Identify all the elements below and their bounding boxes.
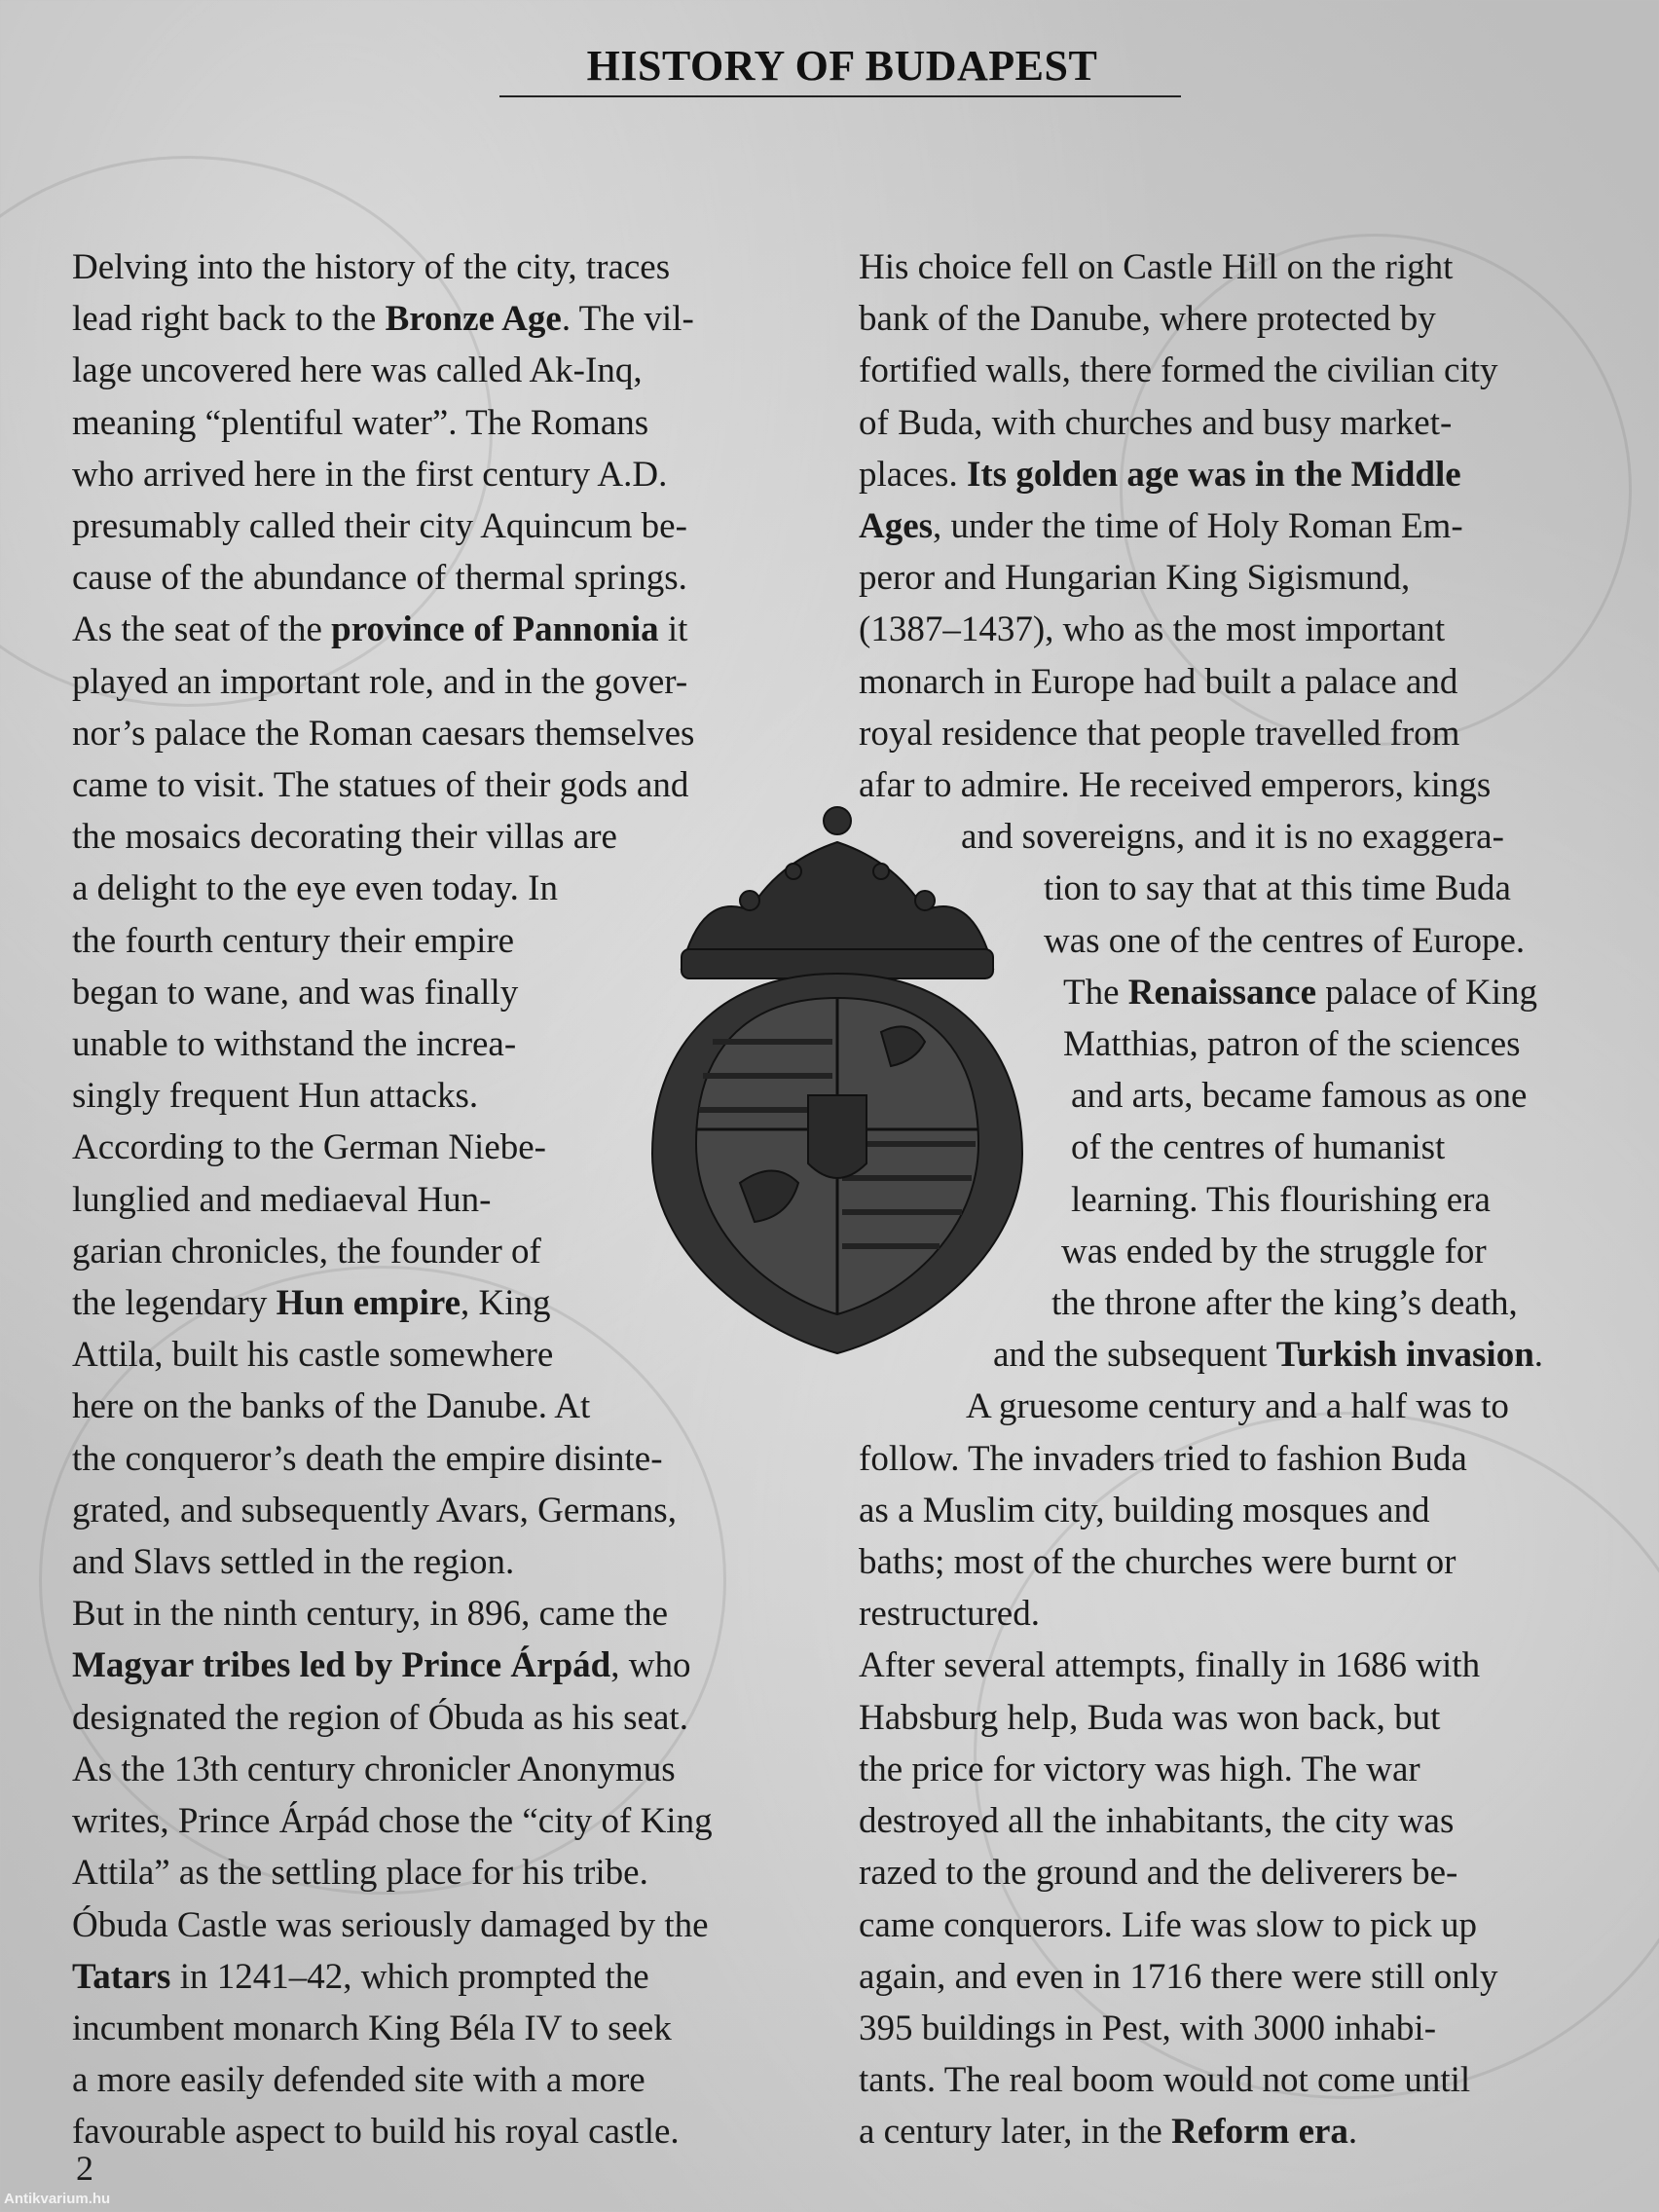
text-segment: afar to admire. He received emperors, kings xyxy=(859,765,1492,806)
bold-phrase: Reform era xyxy=(1171,2112,1348,2153)
text-segment: 395 buildings in Pest, with 3000 inhabi- xyxy=(859,2008,1437,2048)
text-segment: Matthias, patron of the sciences xyxy=(1063,1024,1521,1065)
text-segment: a century later, in the xyxy=(859,2112,1172,2153)
bold-phrase: Renaissance xyxy=(1127,972,1317,1013)
text-segment: monarch in Europe had built a palace and xyxy=(859,661,1458,702)
text-line xyxy=(72,345,812,396)
text-segment: lunglied and mediaeval Hun- xyxy=(72,1179,492,1220)
text-line xyxy=(859,241,1638,293)
text-segment: The xyxy=(1063,972,1128,1013)
text-segment: of the centres of humanist xyxy=(1071,1127,1446,1168)
text-segment: of Buda, with churches and busy market- xyxy=(859,402,1453,443)
bold-phrase: Turkish invasion xyxy=(1275,1335,1534,1376)
text-line xyxy=(859,397,1638,449)
text-line xyxy=(859,345,1638,396)
text-segment: Attila, built his castle somewhere xyxy=(72,1335,554,1376)
text-line xyxy=(72,604,812,655)
text-segment: Óbuda Castle was seriously damaged by the xyxy=(72,1904,709,1945)
text-segment: places. xyxy=(859,454,967,495)
text-segment: lead right back to the xyxy=(72,299,386,340)
text-line xyxy=(72,1744,812,1795)
text-segment: as a Muslim city, building mosques and xyxy=(859,1490,1430,1530)
watermark: Antikvarium.hu xyxy=(4,2191,111,2207)
text-segment: learning. This flourishing era xyxy=(1071,1179,1491,1220)
text-line xyxy=(72,1847,812,1899)
text-segment: and Slavs settled in the region. xyxy=(72,1542,515,1583)
text-segment: incumbent monarch King Béla IV to seek xyxy=(72,2008,672,2048)
text-segment: was ended by the struggle for xyxy=(1061,1231,1487,1272)
text-line xyxy=(859,1433,1638,1485)
text-segment: grated, and subsequently Avars, Germans, xyxy=(72,1490,677,1530)
text-segment: , who xyxy=(610,1645,691,1686)
text-segment: As the seat of the xyxy=(72,609,332,650)
text-segment: cause of the abundance of thermal springs. xyxy=(72,558,687,599)
text-segment: a delight to the eye even today. In xyxy=(72,868,558,909)
text-segment: here on the banks of the Danube. At xyxy=(72,1386,591,1427)
text-segment: the legendary xyxy=(72,1283,276,1324)
text-segment: the throne after the king’s death, xyxy=(1051,1283,1518,1324)
text-line xyxy=(859,1381,1638,1432)
text-line xyxy=(859,552,1638,604)
text-segment: the fourth century their empire xyxy=(72,920,515,961)
text-segment: favourable aspect to build his royal castle. xyxy=(72,2112,680,2153)
text-line xyxy=(859,1951,1638,2003)
text-segment: came conquerors. Life was slow to pick up xyxy=(859,1904,1477,1945)
page-number: 2 xyxy=(76,2149,93,2188)
text-line xyxy=(859,1899,1638,1951)
text-segment: the conqueror’s death the empire disinte- xyxy=(72,1438,663,1479)
page-title: HISTORY OF BUDAPEST xyxy=(586,42,1098,90)
text-segment: palace of King xyxy=(1316,972,1538,1013)
text-line xyxy=(72,397,812,449)
text-segment: designated the region of Óbuda as his seat. xyxy=(72,1697,688,1738)
text-line xyxy=(859,656,1638,708)
text-segment: His choice fell on Castle Hill on the right xyxy=(859,247,1454,287)
text-line xyxy=(72,1485,812,1536)
text-line xyxy=(859,1847,1638,1899)
text-segment: A gruesome century and a half was to xyxy=(966,1386,1509,1427)
text-segment: As the 13th century chronicler Anonymus xyxy=(72,1749,676,1789)
text-line xyxy=(72,1536,812,1588)
text-line xyxy=(72,241,812,293)
text-line xyxy=(72,2054,812,2106)
text-segment: singly frequent Hun attacks. xyxy=(72,1076,479,1117)
bold-phrase: Tatars xyxy=(72,1956,171,1997)
text-line xyxy=(72,1951,812,2003)
text-line xyxy=(859,1536,1638,1588)
text-segment: , King xyxy=(461,1283,551,1324)
text-segment: and the subsequent xyxy=(993,1335,1276,1376)
bold-phrase: province of Pannonia xyxy=(331,609,659,650)
bold-phrase: Its golden age was in the Middle xyxy=(966,454,1461,495)
text-line xyxy=(72,2003,812,2054)
text-segment: razed to the ground and the deliverers be- xyxy=(859,1853,1458,1894)
text-segment: played an important role, and in the gover- xyxy=(72,661,688,702)
text-line xyxy=(859,1692,1638,1744)
bold-phrase: Hun empire xyxy=(276,1283,461,1324)
text-segment: baths; most of the churches were burnt or xyxy=(859,1542,1456,1583)
text-line xyxy=(859,708,1638,759)
text-segment: and sovereigns, and it is no exaggera- xyxy=(961,817,1504,858)
text-segment: According to the German Niebe- xyxy=(72,1127,546,1168)
text-segment: in 1241–42, which prompted the xyxy=(170,1956,649,1997)
text-line xyxy=(72,1588,812,1640)
text-segment: again, and even in 1716 there were still only xyxy=(859,1956,1498,1997)
text-line xyxy=(72,1381,812,1432)
title-underline xyxy=(499,95,1181,97)
text-segment: Habsburg help, Buda was won back, but xyxy=(859,1697,1441,1738)
text-segment: a more easily defended site with a more xyxy=(72,2060,645,2101)
text-line xyxy=(859,1744,1638,1795)
text-segment: began to wane, and was finally xyxy=(72,972,519,1013)
text-segment: . xyxy=(1347,2112,1358,2153)
text-segment: presumably called their city Aquincum be- xyxy=(72,506,687,547)
text-segment: tants. The real boom would not come until xyxy=(859,2060,1471,2101)
text-line xyxy=(859,1795,1638,1847)
text-line xyxy=(72,708,812,759)
text-line xyxy=(859,1485,1638,1536)
text-segment: the mosaics decorating their villas are xyxy=(72,817,617,858)
text-line xyxy=(72,656,812,708)
coat-of-arms-icon xyxy=(643,803,1032,1358)
text-line xyxy=(72,2106,812,2157)
text-line xyxy=(72,1795,812,1847)
text-segment: follow. The invaders tried to fashion Buda xyxy=(859,1438,1467,1479)
text-segment: But in the ninth century, in 896, came the xyxy=(72,1594,669,1635)
text-segment: Delving into the history of the city, traces xyxy=(72,247,671,287)
text-segment: writes, Prince Árpád chose the “city of King xyxy=(72,1801,713,1842)
text-segment: . xyxy=(1533,1335,1544,1376)
text-line xyxy=(859,500,1638,552)
text-line xyxy=(72,1640,812,1691)
text-line xyxy=(859,2054,1638,2106)
text-line xyxy=(72,500,812,552)
text-segment: unable to withstand the increa- xyxy=(72,1024,517,1065)
text-segment: who arrived here in the first century A.D. xyxy=(72,454,668,495)
text-line xyxy=(72,449,812,500)
text-segment: meaning “plentiful water”. The Romans xyxy=(72,402,649,443)
bold-phrase: Bronze Age xyxy=(385,299,562,340)
text-segment: . The vil- xyxy=(561,299,694,340)
text-segment: nor’s palace the Roman caesars themselves xyxy=(72,713,695,754)
text-line xyxy=(72,1692,812,1744)
text-line xyxy=(859,449,1638,500)
text-segment: Attila” as the settling place for his tribe. xyxy=(72,1853,648,1894)
text-segment: garian chronicles, the founder of xyxy=(72,1231,541,1272)
text-segment: the price for victory was high. The war xyxy=(859,1749,1420,1789)
text-line xyxy=(859,604,1638,655)
text-segment: tion to say that at this time Buda xyxy=(1044,868,1511,909)
text-line xyxy=(859,293,1638,345)
text-segment: peror and Hungarian King Sigismund, xyxy=(859,558,1411,599)
text-line xyxy=(859,1588,1638,1640)
text-line xyxy=(859,1640,1638,1691)
text-segment: After several attempts, finally in 1686 with xyxy=(859,1645,1481,1686)
text-segment: came to visit. The statues of their gods and xyxy=(72,765,689,806)
text-segment: restructured. xyxy=(859,1594,1040,1635)
text-segment: lage uncovered here was called Ak-Inq, xyxy=(72,350,643,391)
text-segment: royal residence that people travelled from xyxy=(859,713,1460,754)
text-segment: , under the time of Holy Roman Em- xyxy=(933,506,1463,547)
bold-phrase: Magyar tribes led by Prince Árpád xyxy=(72,1645,611,1686)
text-line xyxy=(72,552,812,604)
text-segment: destroyed all the inhabitants, the city was xyxy=(859,1801,1455,1842)
text-segment: (1387–1437), who as the most important xyxy=(859,609,1446,650)
text-segment: fortified walls, there formed the civilian city xyxy=(859,350,1498,391)
text-segment: it xyxy=(658,609,688,650)
text-line xyxy=(72,1433,812,1485)
text-segment: bank of the Danube, where protected by xyxy=(859,299,1436,340)
text-line xyxy=(72,1899,812,1951)
text-line xyxy=(859,2003,1638,2054)
crown-icon xyxy=(682,807,993,978)
text-line xyxy=(72,293,812,345)
text-segment: and arts, became famous as one xyxy=(1071,1076,1528,1117)
text-line xyxy=(859,2106,1638,2157)
text-segment: was one of the centres of Europe. xyxy=(1044,920,1526,961)
bold-phrase: Ages xyxy=(859,506,934,547)
